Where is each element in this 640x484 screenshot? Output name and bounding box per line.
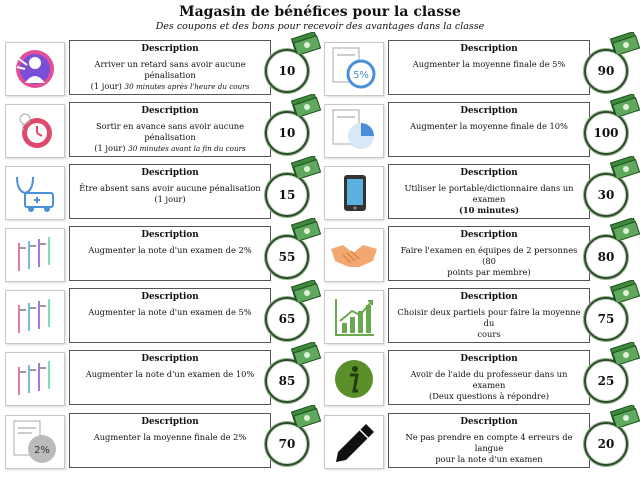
coupon-teacher-help bbox=[322, 350, 632, 407]
percent-badge-text: 5% bbox=[353, 70, 369, 81]
money-icon bbox=[289, 280, 321, 302]
price-badge: 70 bbox=[265, 422, 309, 466]
description-line2: (Deux questions à répondre) bbox=[428, 391, 550, 402]
description-label: Description bbox=[460, 354, 518, 365]
tablet-device-icon bbox=[324, 166, 384, 220]
description-note: 30 minutes après l'heure du cours bbox=[124, 82, 250, 91]
description-label: Description bbox=[141, 354, 199, 365]
description-line1: Arriver un retard sans avoir aucune pénalisation bbox=[94, 59, 246, 80]
price-badge: 100 bbox=[584, 111, 628, 155]
description-label: Description bbox=[141, 168, 199, 179]
price-badge: 75 bbox=[584, 297, 628, 341]
coupon-absence bbox=[3, 164, 313, 221]
description-line1: Choisir deux partiels pour faire la moyenne du bbox=[397, 307, 581, 329]
description-label: Description bbox=[141, 44, 199, 54]
money-icon bbox=[608, 342, 640, 364]
description-line1: Augmenter la note d'un examen de 2% bbox=[88, 245, 252, 256]
left-column bbox=[3, 40, 313, 475]
exam-papers-icon bbox=[5, 352, 65, 406]
description-label: Description bbox=[460, 44, 518, 54]
description-box bbox=[388, 164, 590, 219]
description-label: Description bbox=[460, 168, 518, 179]
description-line1: Augmenter la note d'un examen de 5% bbox=[88, 307, 252, 318]
price-badge: 10 bbox=[265, 111, 309, 155]
coupon-leave-early bbox=[3, 102, 313, 159]
description-box bbox=[69, 102, 271, 157]
description-label: Description bbox=[141, 106, 199, 117]
description-text bbox=[394, 183, 584, 216]
description-line1: Augmenter la moyenne finale de 5% bbox=[412, 59, 566, 69]
description-box bbox=[69, 226, 271, 281]
description-label: Description bbox=[141, 292, 199, 303]
info-circle-icon bbox=[324, 352, 384, 406]
percent-chart-icon bbox=[324, 42, 384, 96]
page-header bbox=[0, 4, 640, 33]
price-badge: 20 bbox=[584, 422, 628, 466]
description-text bbox=[394, 245, 584, 278]
description-box bbox=[69, 413, 271, 468]
description-box bbox=[69, 288, 271, 343]
money-icon bbox=[608, 156, 640, 178]
ambulance-stethoscope-icon bbox=[5, 166, 65, 220]
description-text bbox=[75, 432, 265, 443]
money-icon bbox=[608, 94, 640, 116]
money-icon bbox=[289, 405, 321, 427]
money-icon bbox=[608, 405, 640, 427]
coupon-phone-dictionary bbox=[322, 164, 632, 221]
page-title: Magasin de bénéfices pour la classe bbox=[179, 4, 461, 20]
money-icon bbox=[289, 32, 321, 54]
exam-papers-icon bbox=[5, 290, 65, 344]
description-line2: (1 jour) bbox=[90, 81, 122, 91]
person-running-late-icon bbox=[5, 42, 65, 96]
coupon-exam-2 bbox=[3, 226, 313, 283]
description-text bbox=[75, 59, 265, 92]
price-badge: 90 bbox=[584, 49, 628, 93]
description-box bbox=[69, 164, 271, 219]
price-badge: 80 bbox=[584, 235, 628, 279]
description-line2: (1 jour) bbox=[94, 143, 126, 154]
description-line1: Augmenter la note d'un examen de 10% bbox=[85, 369, 255, 380]
description-text bbox=[394, 307, 584, 340]
clock-leave-early-icon bbox=[5, 104, 65, 158]
growth-chart-icon bbox=[324, 290, 384, 344]
description-line2: (1 jour) bbox=[154, 194, 186, 205]
description-line2: pour la note d'un examen bbox=[435, 453, 543, 464]
money-icon bbox=[608, 32, 640, 54]
description-text bbox=[75, 307, 265, 318]
description-line1: Utiliser le portable/dictionnaire dans un examen bbox=[404, 183, 574, 205]
coupon-exam-5 bbox=[3, 288, 313, 345]
price-badge: 30 bbox=[584, 173, 628, 217]
percent-badge-icon bbox=[5, 415, 65, 469]
description-line1: Avoir de l'aide du professeur dans un examen bbox=[410, 369, 568, 391]
description-text bbox=[75, 121, 265, 154]
money-icon bbox=[608, 218, 640, 240]
coupon-final-10 bbox=[322, 102, 632, 159]
description-label: Description bbox=[460, 416, 518, 427]
description-line1: Faire l'examen en équipes de 2 personnes (80 bbox=[400, 245, 578, 267]
money-icon bbox=[289, 218, 321, 240]
description-label: Description bbox=[460, 292, 518, 303]
description-text bbox=[75, 369, 265, 380]
description-line1: Ne pas prendre en compte 4 erreurs de langue bbox=[405, 431, 573, 453]
price-badge: 85 bbox=[265, 359, 309, 403]
right-column bbox=[322, 40, 632, 475]
description-label: Description bbox=[141, 416, 199, 427]
description-text bbox=[75, 245, 265, 256]
description-box bbox=[69, 40, 271, 95]
description-box bbox=[388, 102, 590, 157]
description-line2: (10 minutes) bbox=[458, 205, 520, 216]
coupon-two-partials bbox=[322, 288, 632, 345]
description-line1: Être absent sans avoir aucune pénalisation bbox=[79, 183, 261, 194]
description-text bbox=[394, 121, 584, 132]
description-label: Description bbox=[141, 230, 199, 241]
coupon-language-errors bbox=[322, 413, 632, 470]
coupon-final-2 bbox=[3, 413, 313, 470]
description-line1: Augmenter la moyenne finale de 2% bbox=[93, 431, 247, 442]
description-box bbox=[388, 288, 590, 343]
description-text bbox=[394, 369, 584, 402]
price-badge: 65 bbox=[265, 297, 309, 341]
description-box bbox=[388, 413, 590, 468]
description-box bbox=[388, 350, 590, 405]
description-note: 30 minutes avant la fin du cours bbox=[128, 144, 246, 154]
description-label: Description bbox=[460, 230, 518, 241]
description-line1: Augmenter la moyenne finale de 10% bbox=[410, 121, 568, 132]
handshake-icon bbox=[324, 228, 384, 282]
description-box bbox=[388, 40, 590, 95]
money-icon bbox=[289, 94, 321, 116]
price-badge: 15 bbox=[265, 173, 309, 217]
description-box bbox=[69, 350, 271, 405]
coupon-exam-10 bbox=[3, 350, 313, 407]
money-icon bbox=[289, 156, 321, 178]
percent-badge-text: 2% bbox=[34, 444, 50, 456]
description-line2: cours bbox=[477, 329, 501, 340]
price-badge: 55 bbox=[265, 235, 309, 279]
description-line2: points par membre) bbox=[447, 267, 531, 278]
coupon-final-5 bbox=[322, 40, 632, 97]
money-icon bbox=[608, 280, 640, 302]
description-box bbox=[388, 226, 590, 281]
description-line1: Sortir en avance sans avoir aucune pénalisation bbox=[95, 121, 245, 143]
money-icon bbox=[289, 342, 321, 364]
description-text bbox=[75, 183, 265, 205]
description-text bbox=[394, 59, 584, 70]
description-label: Description bbox=[460, 106, 518, 117]
page-subtitle: Des coupons et des bons pour recevoir des avantages dans la classe bbox=[155, 21, 485, 32]
price-badge: 25 bbox=[584, 359, 628, 403]
coupon-late-arrival bbox=[3, 40, 313, 97]
pie-chart-document-icon bbox=[324, 104, 384, 158]
coupon-team-exam bbox=[322, 226, 632, 283]
exam-papers-icon bbox=[5, 228, 65, 282]
price-badge: 10 bbox=[265, 49, 309, 93]
pencil-icon bbox=[324, 415, 384, 469]
description-text bbox=[394, 432, 584, 465]
